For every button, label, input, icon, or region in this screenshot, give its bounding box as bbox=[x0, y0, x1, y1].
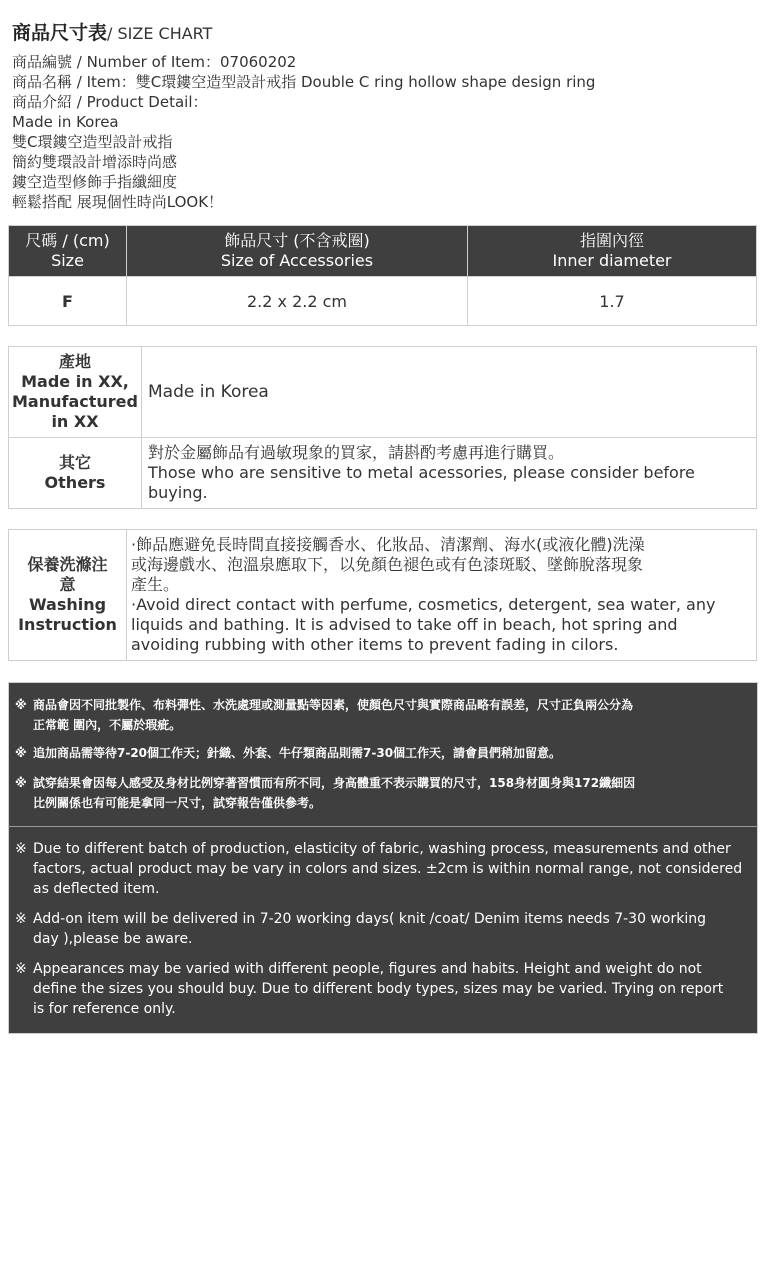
care-label-line: 意 bbox=[59, 575, 76, 594]
origin-label-line: Made in XX, bbox=[21, 372, 129, 391]
size-value: F bbox=[9, 277, 127, 326]
others-value-line: buying. bbox=[148, 483, 208, 502]
care-value-line: avoiding rubbing with other items to prevent fading in cilors. bbox=[131, 635, 619, 654]
care-value-line: liquids and bathing. It is advised to take off in beach, hot spring and bbox=[131, 615, 678, 634]
care-label-line: Washing bbox=[28, 595, 107, 614]
notice-mark: ※ bbox=[15, 746, 27, 760]
inner-diameter-value: 1.7 bbox=[468, 277, 757, 326]
notice-line: factors, actual product may be vary in colors and sizes. ±2cm is within normal range, not considered bbox=[33, 861, 743, 877]
others-label-line: 其它 bbox=[58, 453, 91, 472]
care-value-line: ·Avoid direct contact with perfume, cosmetics, detergent, sea water, any bbox=[131, 595, 716, 614]
header-accessory-size-zh: 飾品尺寸 (不含戒圈) bbox=[224, 231, 370, 250]
notice-line: is for reference only. bbox=[33, 1001, 176, 1017]
header-accessory-size-en: Size of Accessories bbox=[220, 251, 374, 270]
item-name: 商品名稱 / Item：雙C環鏤空造型設計戒指 Double C ring hollow shape design ring bbox=[12, 73, 596, 91]
notice-line: 追加商品需等待7-20個工作天；針織、外套、牛仔類商品則需7-30個工作天，請會員們稍加留意。 bbox=[33, 746, 562, 760]
notice-line: Appearances may be varied with different people, figures and habits. Height and weight do not bbox=[33, 961, 702, 977]
care-value-line: 產生。 bbox=[131, 575, 180, 594]
notice-item bbox=[15, 773, 755, 813]
notice-item bbox=[15, 959, 755, 1019]
header-size bbox=[9, 226, 127, 277]
header-size-zh: 尺碼 / (cm) bbox=[25, 231, 110, 250]
notice-line: as deflected item. bbox=[33, 881, 160, 897]
origin-label-line: 產地 bbox=[58, 352, 91, 371]
header-accessory-size bbox=[127, 226, 468, 277]
product-detail-line: 簡約雙環設計增添時尚感 bbox=[12, 153, 178, 171]
item-number: 商品編號 / Number of Item：07060202 bbox=[12, 53, 297, 71]
product-detail-line: Made in Korea bbox=[12, 113, 119, 131]
origin-value: Made in Korea bbox=[142, 347, 757, 438]
header-inner-diameter-en: Inner diameter bbox=[552, 251, 672, 270]
others-value-line: 對於金屬飾品有過敏現象的買家，請斟酌考慮再進行購買。 bbox=[148, 443, 565, 462]
notice-mark: ※ bbox=[15, 776, 27, 790]
care-label-line: 保養洗滌注 bbox=[27, 555, 108, 574]
product-detail-line: 輕鬆搭配 展現個性時尚LOOK！ bbox=[12, 193, 224, 211]
size-table-header bbox=[9, 226, 757, 277]
care-row bbox=[9, 530, 757, 661]
notice-line: 商品會因不同批製作、布料彈性、水洗處理或測量點等因素，使顏色尺寸與實際商品略有誤差，尺寸正負兩公分為 bbox=[33, 698, 634, 712]
origin-label-line: Manufactured bbox=[12, 392, 138, 411]
care-value bbox=[127, 530, 757, 661]
care-value-line: 或海邊戲水、泡溫泉應取下，以免顏色褪色或有色漆斑駁、墜飾脫落現象 bbox=[131, 555, 644, 574]
others-label-line: Others bbox=[44, 473, 106, 492]
size-table bbox=[8, 225, 757, 326]
origin-row bbox=[9, 347, 757, 438]
notice-line: Add-on item will be delivered in 7-20 working days( knit /coat/ Denim items needs 7-30 working bbox=[33, 911, 706, 927]
care-label-line: Instruction bbox=[18, 615, 117, 634]
care-table bbox=[8, 529, 757, 661]
title-zh: 商品尺寸表 bbox=[12, 22, 108, 44]
notice-item bbox=[15, 839, 755, 899]
header-inner-diameter bbox=[468, 226, 757, 277]
notice-item bbox=[15, 743, 755, 763]
notice-line: day ),please be aware. bbox=[33, 931, 193, 947]
notice-item bbox=[15, 909, 755, 949]
accessory-size-value: 2.2 x 2.2 cm bbox=[127, 277, 468, 326]
others-value-line: Those who are sensitive to metal acessories, please consider before bbox=[148, 463, 695, 482]
notice-mark: ※ bbox=[15, 841, 27, 857]
notice-line: 正常範 圍內，不屬於瑕疵。 bbox=[33, 718, 182, 732]
notice-box-zh bbox=[8, 682, 758, 827]
notice-line: 比例關係也有可能是拿同一尺寸，試穿報告僅供參考。 bbox=[33, 796, 322, 810]
page-title bbox=[12, 20, 752, 46]
others-row bbox=[9, 438, 757, 509]
others-value bbox=[142, 438, 757, 509]
others-label bbox=[9, 438, 142, 509]
origin-label-line: in XX bbox=[51, 412, 99, 431]
notice-mark: ※ bbox=[15, 961, 27, 977]
care-label bbox=[9, 530, 127, 661]
notice-item bbox=[15, 695, 755, 735]
product-header bbox=[12, 20, 752, 212]
product-detail-line: 雙C環鏤空造型設計戒指 bbox=[12, 133, 173, 151]
product-detail-label: 商品介紹 / Product Detail： bbox=[12, 93, 208, 111]
notice-mark: ※ bbox=[15, 698, 27, 712]
table-row bbox=[9, 277, 757, 326]
notice-line: define the sizes you should buy. Due to different body types, sizes may be varied. Trying on report bbox=[33, 981, 724, 997]
origin-label bbox=[9, 347, 142, 438]
header-inner-diameter-zh: 指圍內徑 bbox=[579, 231, 644, 250]
header-size-en: Size bbox=[51, 251, 84, 270]
title-en: / SIZE CHART bbox=[107, 24, 213, 43]
notice-box-en bbox=[8, 826, 758, 1034]
notice-line: Due to different batch of production, elasticity of fabric, washing process, measurements and other bbox=[33, 841, 731, 857]
notice-mark: ※ bbox=[15, 911, 27, 927]
notice-line: 試穿結果會因每人感受及身材比例穿著習慣而有所不同，身高體重不表示購買的尺寸，158身材圓身與172纖細因 bbox=[33, 776, 636, 790]
origin-table bbox=[8, 346, 757, 509]
care-value-line: ·飾品應避免長時間直接接觸香水、化妝品、清潔劑、海水(或液化體)洗澡 bbox=[131, 535, 645, 554]
product-detail-line: 鏤空造型修飾手指纖細度 bbox=[12, 173, 178, 191]
